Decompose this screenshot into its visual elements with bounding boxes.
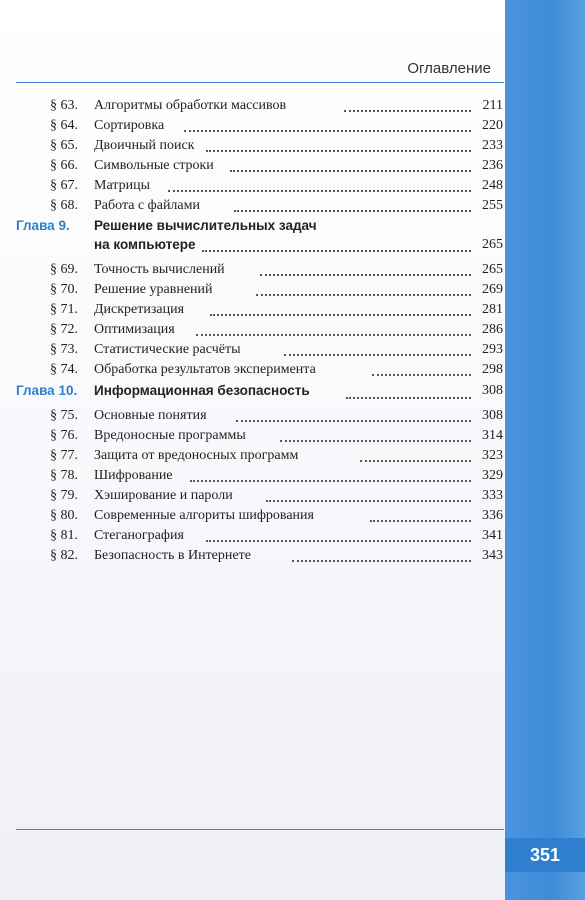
section-number: § 71. xyxy=(50,302,78,317)
dot-leader xyxy=(234,190,471,212)
section-number: § 68. xyxy=(50,198,78,213)
page-ref: 269 xyxy=(482,282,503,297)
dot-leader xyxy=(206,520,471,542)
section-number: § 79. xyxy=(50,488,78,503)
section-title: Современные алгориты шифрования xyxy=(94,508,314,523)
page-ref: 220 xyxy=(482,118,503,133)
section-number: § 72. xyxy=(50,322,78,337)
dot-leader xyxy=(190,460,471,482)
page-ref: 293 xyxy=(482,342,503,357)
dot-leader xyxy=(280,420,471,442)
page-ref: 308 xyxy=(482,383,503,398)
section-number: § 64. xyxy=(50,118,78,133)
section-number: § 77. xyxy=(50,448,78,463)
page-number: 351 xyxy=(505,838,585,872)
section-title: Матрицы xyxy=(94,178,150,193)
section-number: § 82. xyxy=(50,548,78,563)
section-title: Хэширование и пароли xyxy=(94,488,233,503)
page-ref: 341 xyxy=(482,528,503,543)
section-number: § 73. xyxy=(50,342,78,357)
chapter-label: Глава 9. xyxy=(16,218,70,233)
page-ref: 308 xyxy=(482,408,503,423)
dot-leader xyxy=(266,480,471,502)
page-ref: 265 xyxy=(482,237,503,252)
dot-leader xyxy=(206,130,471,152)
dot-leader xyxy=(236,400,471,422)
page-ref: 281 xyxy=(482,302,503,317)
chapter-title-line1: Решение вычислительных задач xyxy=(94,218,317,233)
section-title: Оптимизация xyxy=(94,322,175,337)
section-number: § 75. xyxy=(50,408,78,423)
dot-leader xyxy=(284,334,471,356)
section-title: Дискретизация xyxy=(94,302,185,317)
section-title: Работа с файлами xyxy=(94,198,200,213)
section-title: Шифрование xyxy=(94,468,173,483)
section-title: Основные понятия xyxy=(94,408,207,423)
dot-leader xyxy=(372,354,471,376)
section-title: Сортировка xyxy=(94,118,165,133)
chapter-title-line2: на компьютере xyxy=(94,237,196,252)
dot-leader xyxy=(370,500,471,522)
footer-rule xyxy=(16,829,504,830)
dot-leader xyxy=(292,540,471,562)
dot-leader xyxy=(184,110,471,132)
dot-leader xyxy=(210,294,471,316)
page-ref: 233 xyxy=(482,138,503,153)
toc-entry xyxy=(0,546,505,566)
section-number: § 69. xyxy=(50,262,78,277)
page-ref: 323 xyxy=(482,448,503,463)
section-title: Двоичный поиск xyxy=(94,138,195,153)
section-number: § 74. xyxy=(50,362,78,377)
dot-leader xyxy=(168,170,471,192)
section-number: § 70. xyxy=(50,282,78,297)
section-number: § 80. xyxy=(50,508,78,523)
page-ref: 336 xyxy=(482,508,503,523)
section-title: Алгоритмы обработки массивов xyxy=(94,98,287,113)
section-title: Символьные строки xyxy=(94,158,214,173)
section-number: § 76. xyxy=(50,428,78,443)
page-ref: 343 xyxy=(482,548,503,563)
chapter-title: Информационная безопасность xyxy=(94,383,310,398)
page-ref: 236 xyxy=(482,158,503,173)
section-title: Безопасность в Интернете xyxy=(94,548,251,563)
dot-leader xyxy=(202,230,471,252)
dot-leader xyxy=(360,440,471,462)
page-ref: 298 xyxy=(482,362,503,377)
dot-leader xyxy=(346,377,471,399)
section-number: § 63. xyxy=(50,98,78,113)
section-title: Стеганография xyxy=(94,528,184,543)
chapter-label: Глава 10. xyxy=(16,383,78,398)
margin-color-strip xyxy=(505,0,585,900)
section-title: Решение уравнений xyxy=(94,282,213,297)
page-ref: 329 xyxy=(482,468,503,483)
page-ref: 314 xyxy=(482,428,503,443)
section-number: § 66. xyxy=(50,158,78,173)
section-title: Точность вычислений xyxy=(94,262,225,277)
page-ref: 255 xyxy=(482,198,503,213)
section-title: Статистические расчёты xyxy=(94,342,241,357)
dot-leader xyxy=(260,254,471,276)
dot-leader xyxy=(344,90,471,112)
running-header: Оглавление xyxy=(407,60,491,77)
section-number: § 78. xyxy=(50,468,78,483)
toc-entry xyxy=(0,196,505,216)
section-title: Обработка результатов эксперимента xyxy=(94,362,316,377)
section-number: § 65. xyxy=(50,138,78,153)
dot-leader xyxy=(230,150,471,172)
section-number: § 81. xyxy=(50,528,78,543)
page-ref: 265 xyxy=(482,262,503,277)
dot-leader xyxy=(196,314,471,336)
section-title: Защита от вредоносных программ xyxy=(94,448,299,463)
dot-leader xyxy=(256,274,471,296)
section-number: § 67. xyxy=(50,178,78,193)
page-ref: 211 xyxy=(482,98,503,113)
section-title: Вредоносные программы xyxy=(94,428,246,443)
page-ref: 286 xyxy=(482,322,503,337)
page-ref: 333 xyxy=(482,488,503,503)
page-ref: 248 xyxy=(482,178,503,193)
